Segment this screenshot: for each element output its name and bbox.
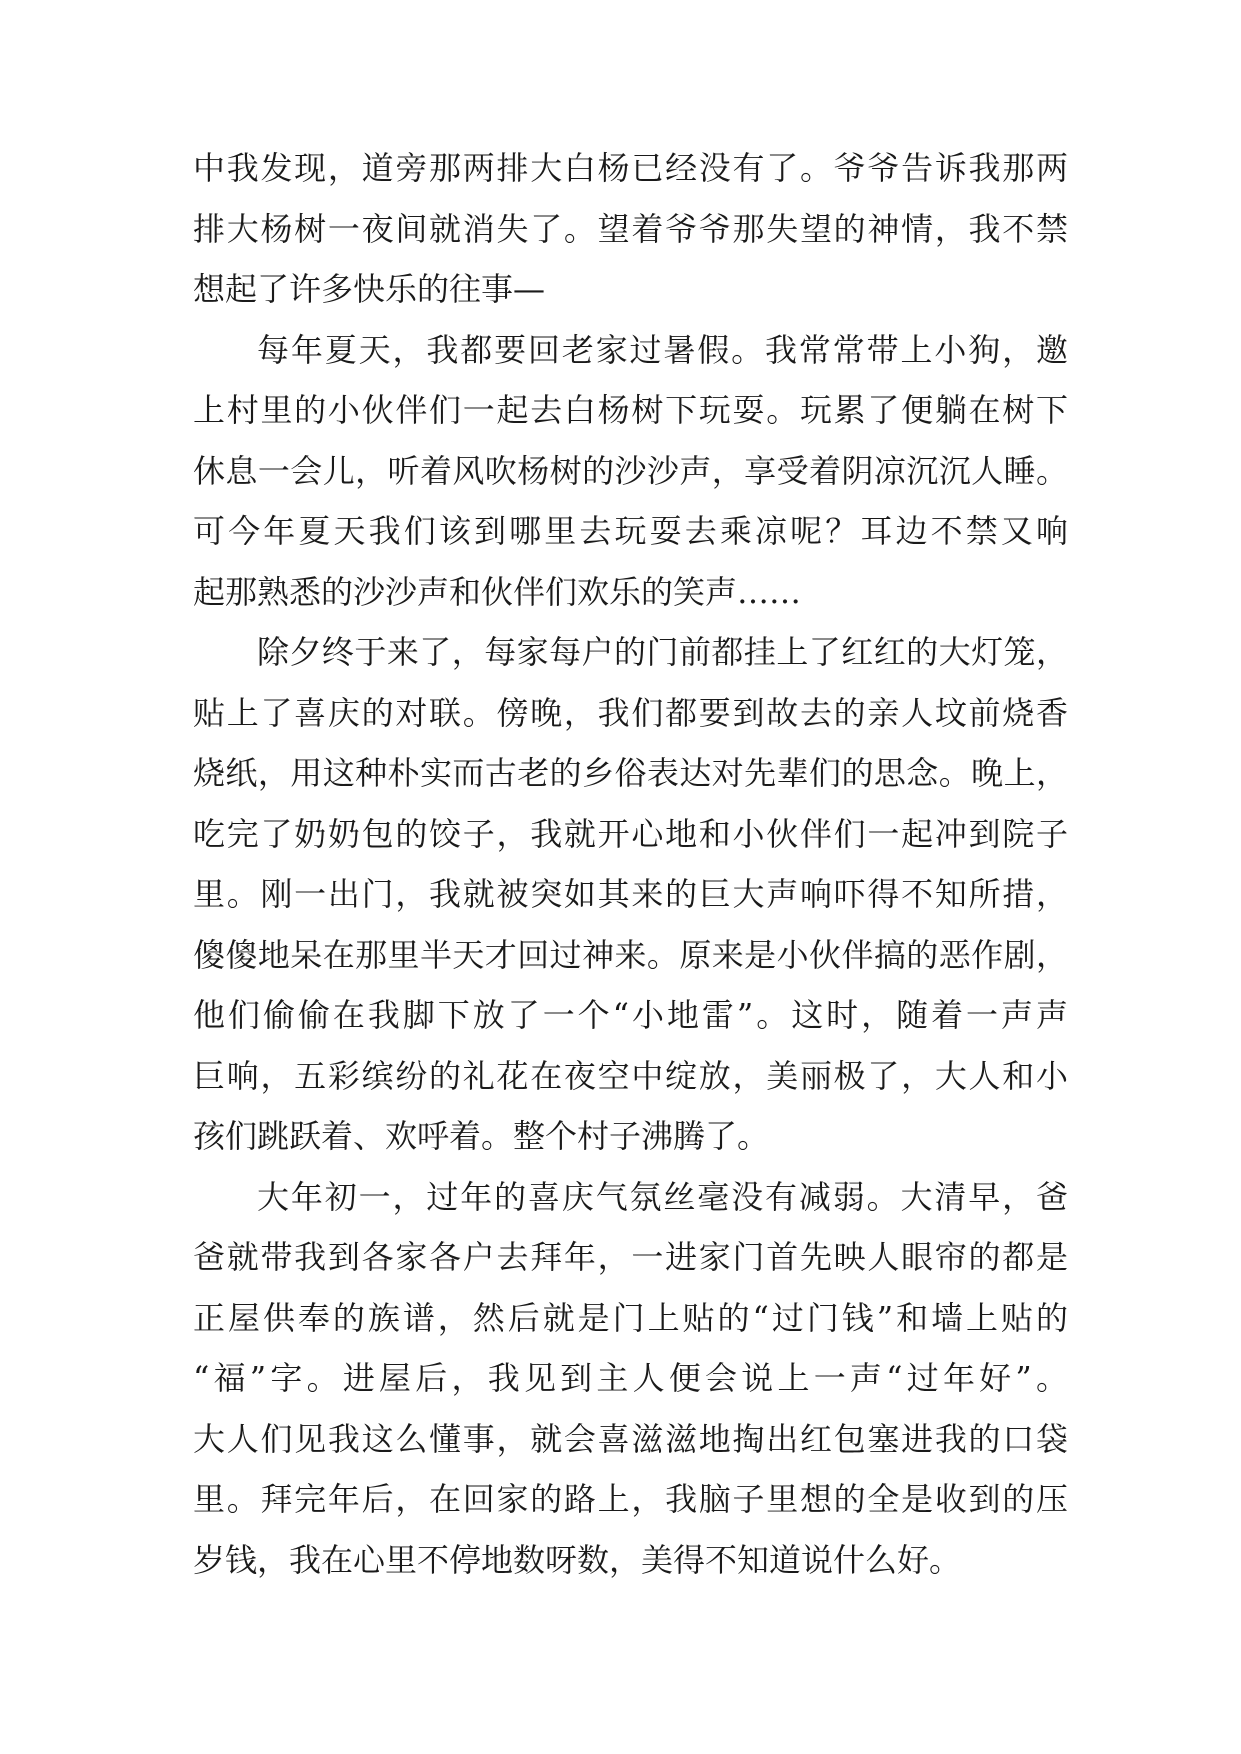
paragraph-1 — [193, 138, 1068, 320]
text-line: “福”字。进屋后，我见到主人便会说上一声“过年好”。 — [193, 1359, 1068, 1397]
text-line: 休息一会儿，听着风吹杨树的沙沙声，享受着阴凉沉沉人睡。 — [193, 451, 1068, 490]
paragraph-4 — [193, 1167, 1068, 1591]
paragraph-3 — [193, 622, 1068, 1167]
text-line: 贴上了喜庆的对联。傍晚，我们都要到故去的亲人坟前烧香 — [193, 693, 1068, 732]
text-line: 巨响，五彩缤纷的礼花在夜空中绽放，美丽极了，大人和小 — [193, 1056, 1068, 1095]
text-line: 大人们见我这么懂事，就会喜滋滋地掏出红包塞进我的口袋 — [193, 1419, 1068, 1458]
document-body — [193, 138, 1068, 1590]
text-line: 里。刚一出门，我就被突如其来的巨大声响吓得不知所措， — [193, 875, 1068, 913]
text-line: 他们偷偷在我脚下放了一个“小地雷”。这时，随着一声声 — [193, 996, 1068, 1034]
text-line: 排大杨树一夜间就消失了。望着爷爷那失望的神情，我不禁 — [193, 209, 1068, 248]
text-line: 里。拜完年后，在回家的路上，我脑子里想的全是收到的压 — [193, 1480, 1068, 1518]
text-line: 每年夏天，我都要回老家过暑假。我常常带上小狗，邀 — [257, 330, 1068, 369]
text-line: 正屋供奉的族谱，然后就是门上贴的“过门钱”和墙上贴的 — [193, 1298, 1068, 1337]
text-line: 烧纸，用这种朴实而古老的乡俗表达对先辈们的思念。晚上， — [193, 754, 1068, 792]
text-line: 爸就带我到各家各户去拜年，一进家门首先映人眼帘的都是 — [193, 1238, 1068, 1276]
text-line: 孩们跳跃着、欢呼着。整个村子沸腾了。 — [193, 1117, 770, 1155]
paragraph-2 — [193, 320, 1068, 623]
text-line: 除夕终于来了，每家每户的门前都挂上了红红的大灯笼， — [257, 633, 1068, 671]
text-line: 上村里的小伙伴们一起去白杨树下玩耍。玩累了便躺在树下 — [193, 391, 1068, 429]
text-line: 起那熟悉的沙沙声和伙伴们欢乐的笑声…… — [193, 572, 802, 611]
text-line: 岁钱，我在心里不停地数呀数，美得不知道说什么好。 — [193, 1540, 962, 1579]
text-line: 中我发现，道旁那两排大白杨已经没有了。爷爷告诉我那两 — [193, 149, 1068, 187]
text-line: 傻傻地呆在那里半天才回过神来。原来是小伙伴搞的恶作剧， — [193, 935, 1068, 974]
text-line: 想起了许多快乐的往事— — [193, 270, 546, 308]
text-line: 吃完了奶奶包的饺子，我就开心地和小伙伴们一起冲到院子 — [193, 814, 1068, 853]
text-line: 可今年夏天我们该到哪里去玩耍去乘凉呢？耳边不禁又响 — [193, 512, 1068, 550]
text-line: 大年初一，过年的喜庆气氛丝毫没有减弱。大清早，爸 — [257, 1177, 1068, 1216]
